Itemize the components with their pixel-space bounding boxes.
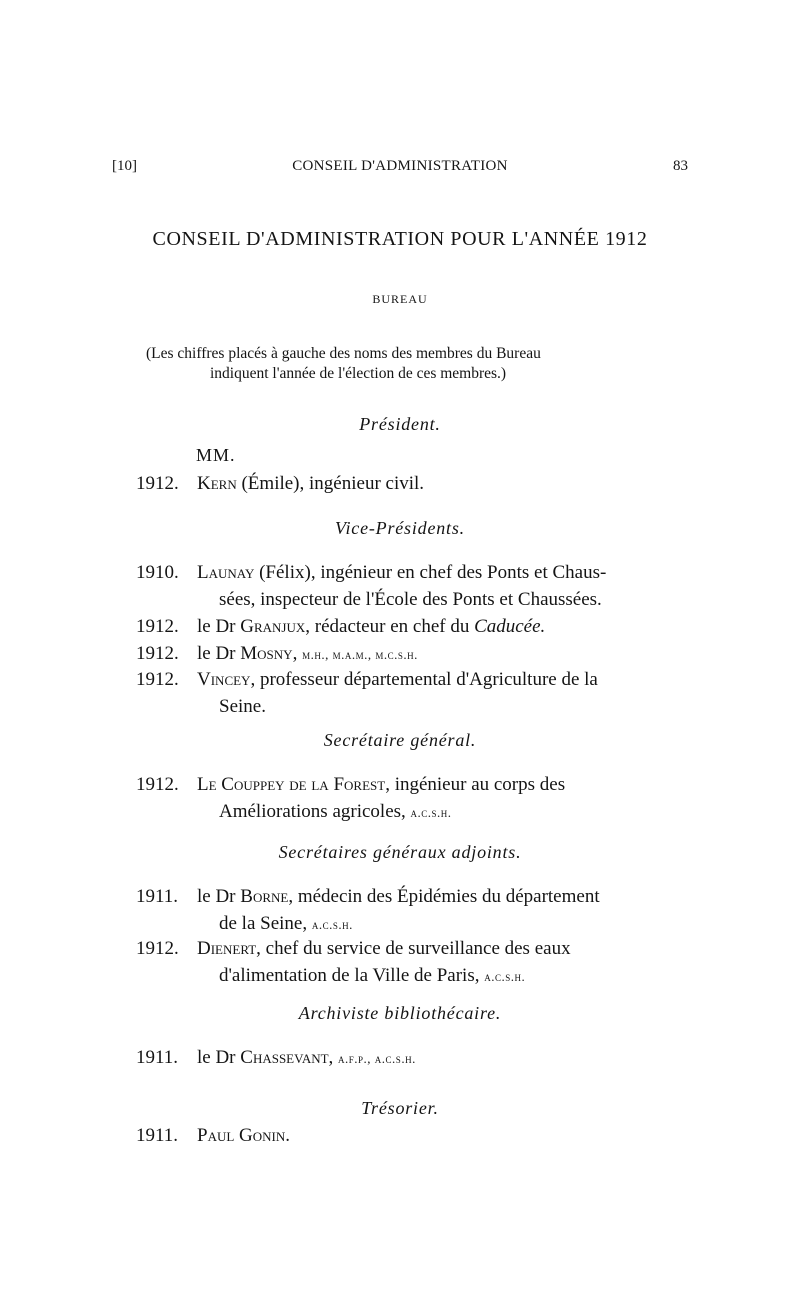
entry-year: 1910. <box>136 562 179 583</box>
entry-text <box>136 666 692 720</box>
entry-vice-president-1 <box>136 559 692 613</box>
member-name: Vincey <box>197 669 251 690</box>
entry-text <box>136 771 692 826</box>
entry-year: 1911. <box>136 1047 179 1068</box>
running-header <box>112 158 688 180</box>
entry-year: 1912. <box>136 669 179 690</box>
member-description-cont-text: de la Seine, <box>219 913 312 934</box>
entry-vice-president-3 <box>136 640 692 668</box>
member-description-cont-text: d'alimentation de la Ville de Paris, <box>219 965 485 986</box>
member-titles: a.f.p., a.c.s.h. <box>338 1051 416 1066</box>
member-titles: a.c.s.h. <box>484 969 526 984</box>
section-heading-secretaires-adjoints: Secrétaires généraux adjoints. <box>278 842 522 862</box>
header-title: CONSEIL D'ADMINISTRATION <box>292 158 508 174</box>
member-name: Dienert <box>197 938 257 959</box>
member-description: , rédacteur en chef du <box>305 616 475 637</box>
entry-year: 1912. <box>136 616 179 637</box>
header-left-marker: [10] <box>112 158 137 174</box>
member-titles: a.c.s.h. <box>410 805 452 820</box>
member-description-cont <box>197 910 692 938</box>
member-name: Paul Gonin <box>197 1125 286 1146</box>
entry-text <box>136 559 692 613</box>
member-description: (Félix), ingénieur en chef des Ponts et Chaus- <box>254 562 607 583</box>
entry-year: 1911. <box>136 1125 179 1146</box>
member-description: , chef du service de surveillance des eaux <box>256 938 571 959</box>
entry-archiviste <box>136 1044 692 1072</box>
entry-secretaire-general <box>136 771 692 826</box>
member-description-cont: sées, inspecteur de l'École des Ponts et Chaussées. <box>219 589 602 610</box>
member-description-cont-text: Améliorations agricoles, <box>219 801 411 822</box>
member-name: Borne <box>240 886 289 907</box>
member-prefix: le Dr <box>197 643 241 664</box>
entry-text <box>136 1044 692 1072</box>
member-description-cont <box>197 798 692 826</box>
member-description: , médecin des Épidémies du département <box>288 886 600 907</box>
section-heading-president: Président. <box>359 414 441 434</box>
member-name: Launay <box>197 562 255 583</box>
section-heading-tresorier: Trésorier. <box>361 1098 439 1118</box>
entry-text <box>136 470 692 497</box>
member-name: Mosny <box>240 643 293 664</box>
entry-tresorier <box>136 1122 692 1149</box>
note-line-2: indiquent l'année de l'élection de ces membres.) <box>210 365 507 382</box>
entry-vice-president-2 <box>136 613 692 640</box>
member-prefix: le Dr <box>197 1047 241 1068</box>
entry-vice-president-4 <box>136 666 692 720</box>
entry-president <box>136 470 692 497</box>
member-description-cont: Seine. <box>219 696 266 717</box>
member-prefix: le Dr <box>197 886 241 907</box>
entry-year: 1912. <box>136 938 179 959</box>
member-name: Chassevant <box>240 1047 329 1068</box>
entry-text <box>136 935 692 990</box>
section-heading-vice-presidents: Vice-Présidents. <box>335 518 465 538</box>
page-title: CONSEIL D'ADMINISTRATION POUR L'ANNÉE 1912 <box>152 228 648 250</box>
member-description-cont <box>197 962 692 990</box>
member-name: Kern <box>197 473 237 494</box>
entry-text <box>136 640 692 668</box>
section-heading-secretaire-general: Secrétaire général. <box>323 730 477 750</box>
note-line-1: (Les chiffres placés à gauche des noms des membres du Bureau <box>146 345 541 362</box>
member-prefix: le Dr <box>197 616 241 637</box>
section-heading-archiviste: Archiviste bibliothécaire. <box>298 1003 502 1023</box>
entry-text <box>136 1122 692 1149</box>
entry-text <box>136 883 692 938</box>
mm-label: MM. <box>196 445 236 465</box>
explanatory-note <box>140 344 700 384</box>
member-titles: a.c.s.h. <box>311 917 353 932</box>
member-name: Le Couppey de la Forest <box>197 774 386 795</box>
entry-secretaire-adjoint-2 <box>136 935 692 990</box>
member-description: . <box>285 1125 290 1146</box>
member-titles: m.h., m.a.m., m.c.s.h. <box>302 647 418 662</box>
entry-year: 1911. <box>136 886 179 907</box>
journal-title: Caducée. <box>474 616 546 637</box>
page-number: 83 <box>673 158 688 174</box>
member-name: Granjux <box>240 616 306 637</box>
entry-year: 1912. <box>136 774 179 795</box>
entry-year: 1912. <box>136 473 179 494</box>
member-description: (Émile), ingénieur civil. <box>236 473 425 494</box>
member-description: , ingénieur au corps des <box>385 774 566 795</box>
member-description: , <box>292 643 303 664</box>
entry-secretaire-adjoint-1 <box>136 883 692 938</box>
member-description: , professeur départemental d'Agriculture de la <box>250 669 598 690</box>
entry-year: 1912. <box>136 643 179 664</box>
member-description: , <box>328 1047 339 1068</box>
entry-text <box>136 613 692 640</box>
bureau-heading: BUREAU <box>372 292 428 306</box>
